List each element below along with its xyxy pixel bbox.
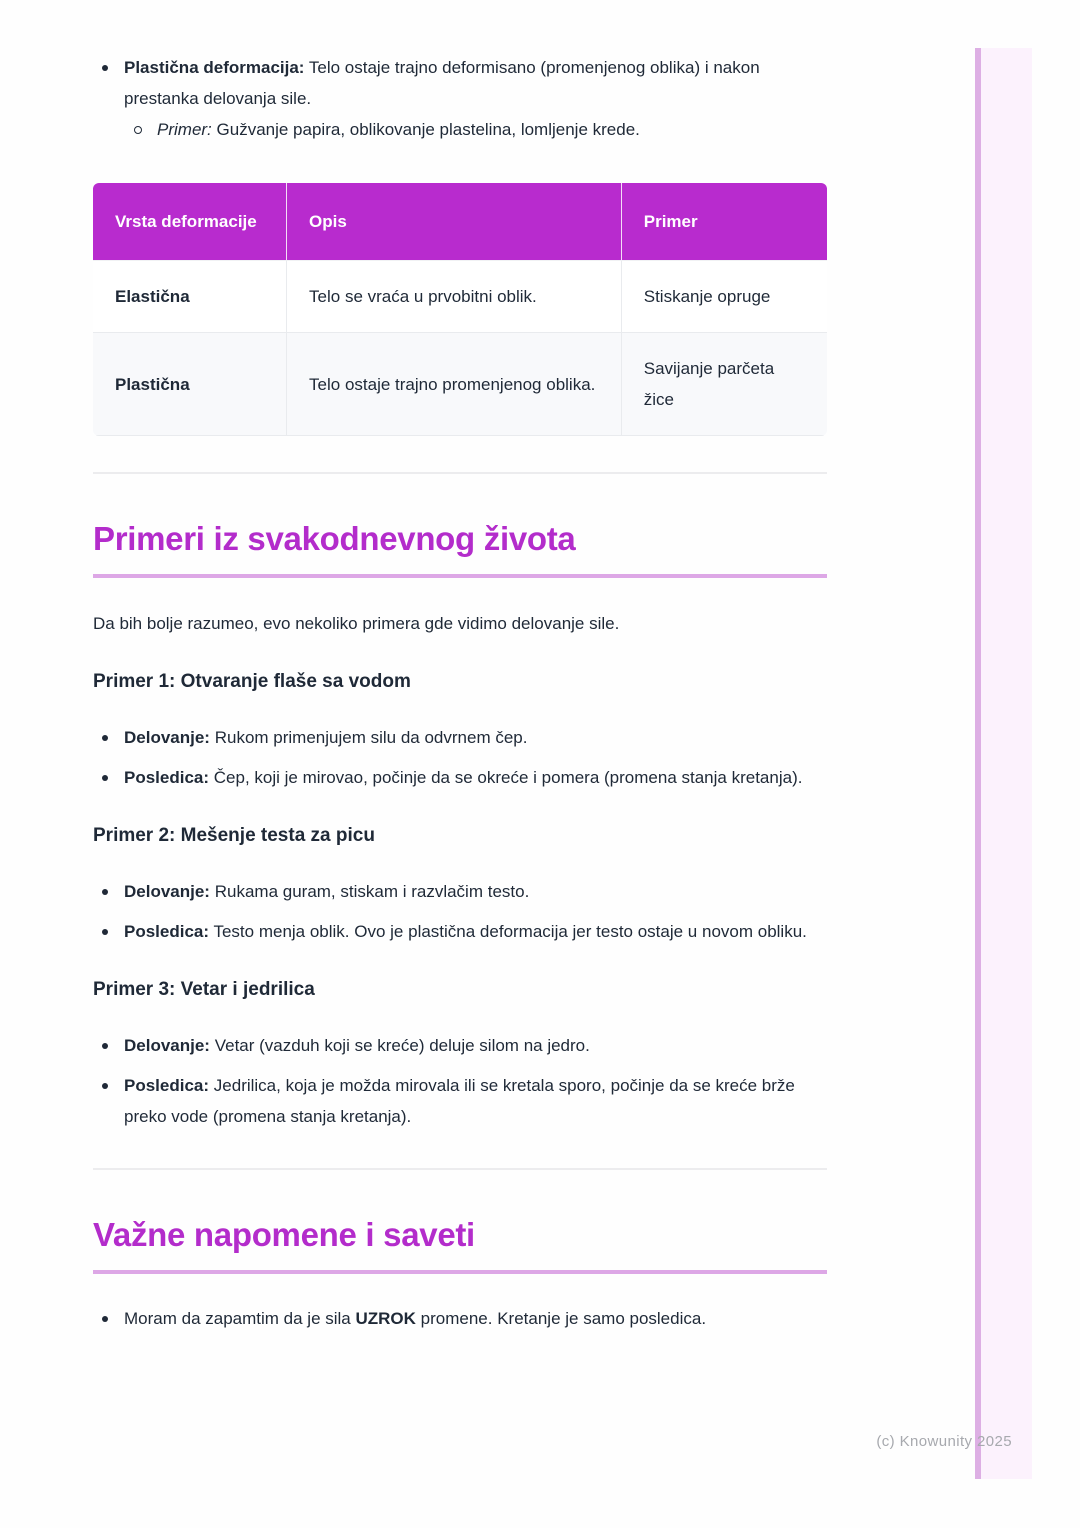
bullet-text: Čep, koji je mirovao, počinje da se okreće i pomera (promena stanja kretanja).: [213, 768, 803, 787]
sub-list-item-lead: Primer:: [157, 120, 212, 139]
cell-vrsta: Elastična: [93, 260, 286, 333]
bullet-text: Vetar (vazduh koji se kreće) deluje silom na jedro.: [214, 1036, 590, 1055]
example-bullet-posledica: [93, 916, 827, 947]
bullet-lead: Delovanje:: [124, 1036, 210, 1055]
decorative-stripe: [975, 48, 1032, 1479]
example-2-heading: Primer 2: Mešenje testa za picu: [93, 825, 375, 846]
section-title-primeri: Primeri iz svakodnevnog života: [93, 518, 827, 578]
document-content: [93, 0, 827, 1334]
note-text-emphasis: UZROK: [355, 1309, 416, 1328]
note-bullet: [93, 1303, 827, 1334]
section-title-vazne-napomene: Važne napomene i saveti: [93, 1214, 827, 1274]
sub-list-item-text: Gužvanje papira, oblikovanje plastelina, lomljenje krede.: [216, 120, 640, 139]
cell-opis: Telo ostaje trajno promenjenog oblika.: [286, 333, 621, 436]
column-header-vrsta-deformacije: Vrsta deformacije: [93, 183, 286, 260]
list-item-plasticna-deformacija: [93, 52, 827, 145]
section-intro-paragraph: Da bih bolje razumeo, evo nekoliko primera gde vidimo delovanje sile.: [93, 614, 620, 633]
list-item-text: Telo ostaje trajno deformisano (promenjenog oblika) i nakon prestanka delovanja sile.: [124, 58, 760, 108]
example-bullet-delovanje: [93, 1030, 827, 1061]
example-bullet-delovanje: [93, 876, 827, 907]
example-2-list: [93, 876, 827, 947]
list-item-lead: Plastična deformacija:: [124, 58, 305, 77]
example-bullet-posledica: [93, 762, 827, 793]
cell-vrsta: Plastična: [93, 333, 286, 436]
cell-primer: Stiskanje opruge: [621, 260, 827, 333]
example-bullet-delovanje: [93, 722, 827, 753]
table-header-row: [93, 183, 827, 260]
intro-list: [93, 52, 827, 145]
bullet-text: Testo menja oblik. Ovo je plastična deformacija jer testo ostaje u novom obliku.: [213, 922, 807, 941]
note-text-start: Moram da zapamtim da je sila: [124, 1309, 356, 1328]
example-1-heading: Primer 1: Otvaranje flaše sa vodom: [93, 671, 411, 692]
note-text-end: promene. Kretanje je samo posledica.: [415, 1309, 707, 1328]
deformation-table: [93, 183, 827, 436]
table-row-plasticna: [93, 333, 827, 436]
table-row-elasticna: [93, 260, 827, 333]
bullet-text: Jedrilica, koja je možda mirovala ili se kretala sporo, počinje da se kreće brže preko vode (promena stanja kretanja).: [124, 1076, 795, 1126]
bullet-lead: Posledica:: [124, 922, 210, 941]
example-3-heading: Primer 3: Vetar i jedrilica: [93, 979, 315, 1000]
footer-credit: (c) Knowunity 2025: [876, 1433, 1012, 1450]
bullet-text: Rukom primenjujem silu da odvrnem čep.: [214, 728, 528, 747]
example-1-list: [93, 722, 827, 793]
bullet-lead: Posledica:: [124, 768, 210, 787]
sub-list-item-primer: [124, 114, 827, 145]
intro-sub-list: [124, 114, 827, 145]
notes-list: [93, 1303, 827, 1334]
column-header-primer: Primer: [621, 183, 827, 260]
example-3-list: [93, 1030, 827, 1132]
bullet-lead: Delovanje:: [124, 882, 210, 901]
bullet-text: Rukama guram, stiskam i razvlačim testo.: [214, 882, 530, 901]
bullet-lead: Posledica:: [124, 1076, 210, 1095]
bullet-lead: Delovanje:: [124, 728, 210, 747]
section-divider: [93, 472, 827, 474]
cell-opis: Telo se vraća u prvobitni oblik.: [286, 260, 621, 333]
column-header-opis: Opis: [286, 183, 621, 260]
example-bullet-posledica: [93, 1070, 827, 1132]
section-divider: [93, 1168, 827, 1170]
cell-primer: Savijanje parčeta žice: [621, 333, 827, 436]
